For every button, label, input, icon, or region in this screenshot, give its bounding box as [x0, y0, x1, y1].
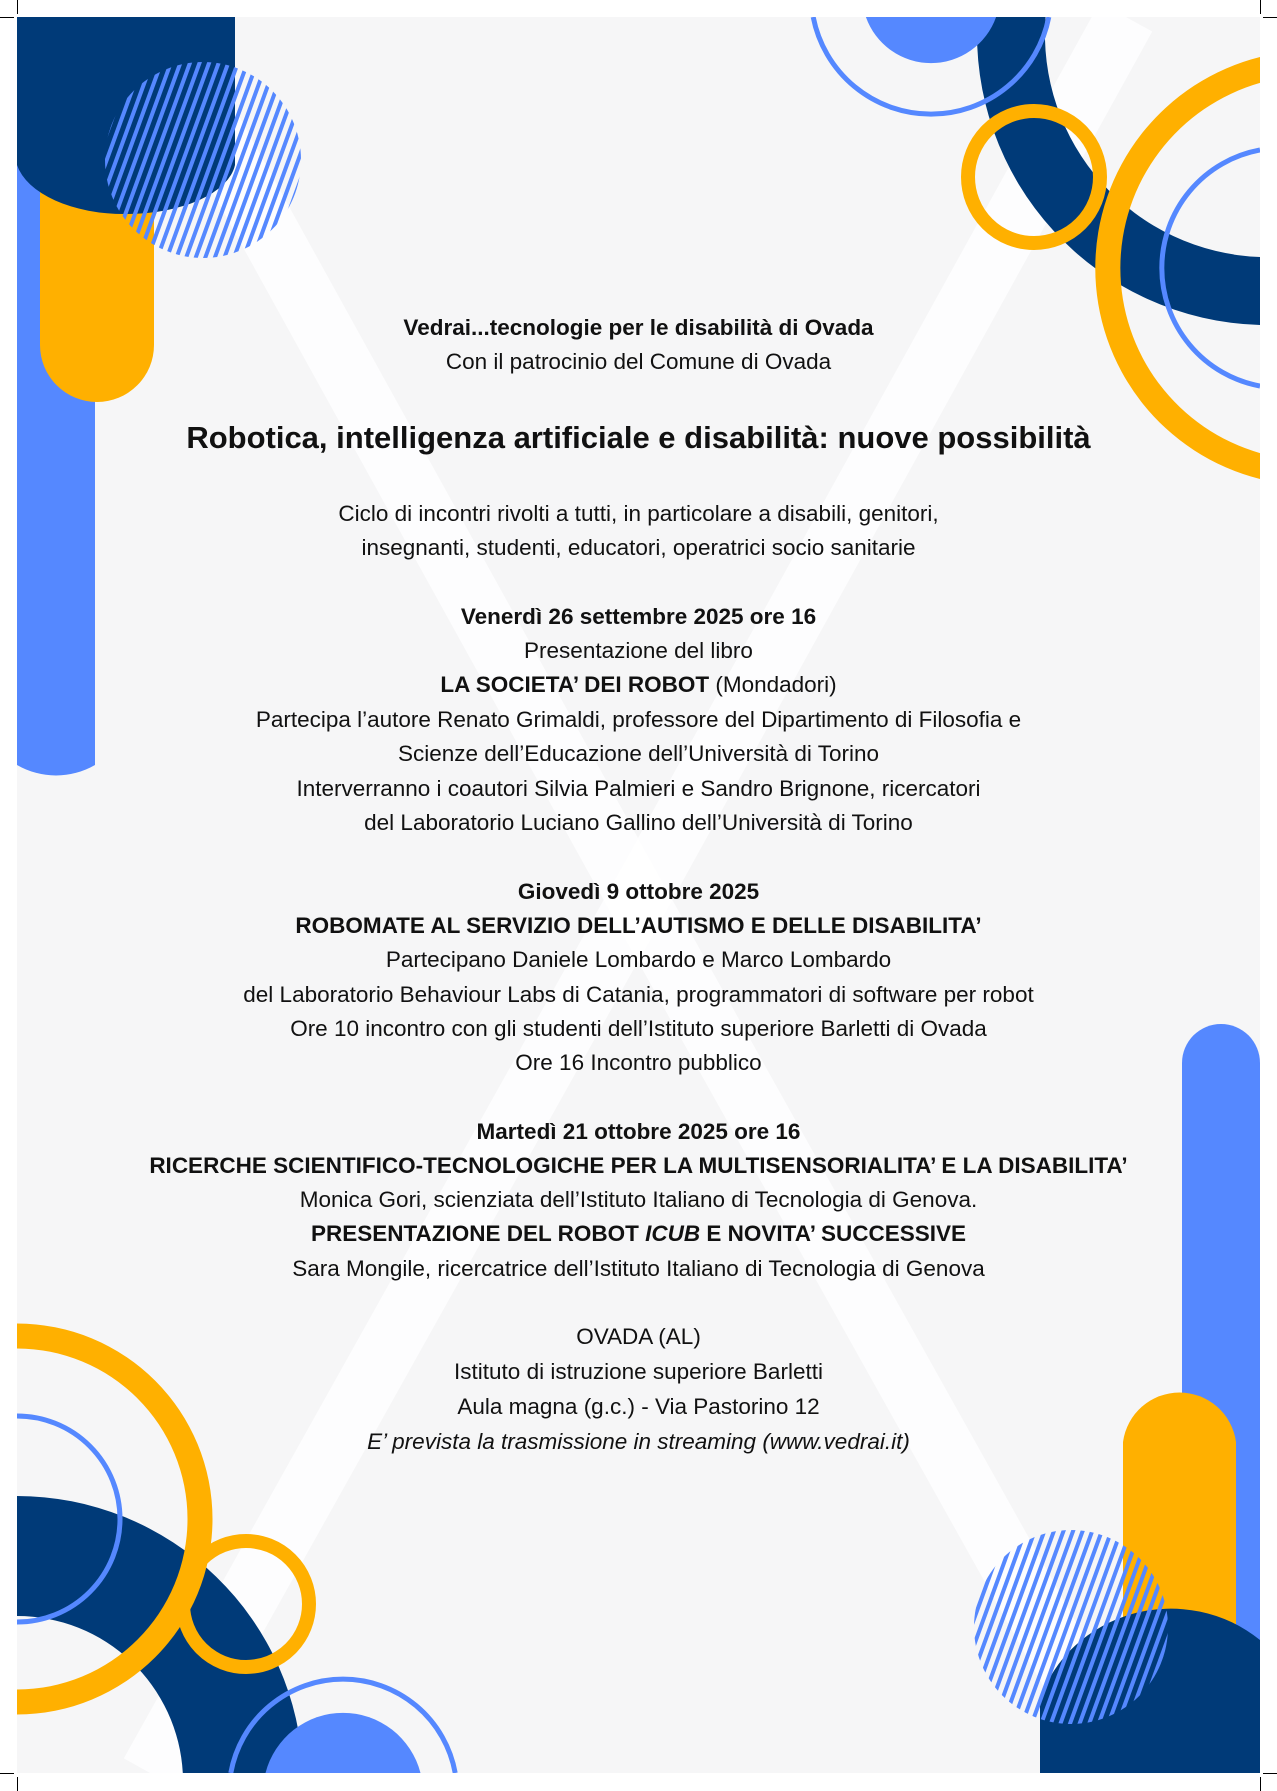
- event-2-date: Giovedì 9 ottobre 2025: [517, 879, 760, 904]
- organizer-heading: Vedrai...tecnologie per le disabilità di Ovada: [403, 315, 874, 340]
- event-3-topic: RICERCHE SCIENTIFICO-TECNOLOGICHE PER LA MULTISENSORIALITA’ E LA DISABILITA’: [149, 1153, 1128, 1178]
- event-1-detail: Scienze dell’Educazione dell’Università di Torino: [397, 741, 880, 766]
- venue-school: Istituto di istruzione superiore Barletti: [454, 1359, 823, 1384]
- intro-line: insegnanti, studenti, educatori, operatrici socio sanitarie: [361, 535, 916, 560]
- blue-circle-shape: [866, 17, 996, 63]
- topic-text: E NOVITA’ SUCCESSIVE: [700, 1221, 967, 1246]
- event-1-date: Venerdì 26 settembre 2025 ore 16: [460, 604, 817, 629]
- striped-circle: [105, 62, 301, 258]
- event-2-detail: Partecipano Daniele Lombardo e Marco Lombardo: [385, 947, 892, 972]
- event-1-detail: Interverranno i coautori Silvia Palmieri e Sandro Brignone, ricercatori: [296, 776, 981, 801]
- event-2-detail: Ore 10 incontro con gli studenti dell’Istituto superiore Barletti di Ovada: [290, 1016, 987, 1041]
- venue-city: OVADA (AL): [576, 1324, 701, 1349]
- venue-room: Aula magna (g.c.) - Via Pastorino 12: [457, 1394, 820, 1419]
- event-1-book: [0, 668, 1277, 702]
- streaming-note: E’ prevista la trasmissione in streaming (www.vedrai.it): [367, 1429, 910, 1454]
- topic-text: PRESENTAZIONE DEL ROBOT: [310, 1221, 646, 1246]
- book-publisher: (Mondadori): [709, 672, 837, 697]
- event-2-detail: del Laboratorio Behaviour Labs di Catania, programmatori di software per robot: [243, 982, 1034, 1007]
- event-3-speaker: Sara Mongile, ricercatrice dell’Istituto Italiano di Tecnologia di Genova: [292, 1256, 985, 1281]
- event-2-topic: ROBOMATE AL SERVIZIO DELL’AUTISMO E DELLE DISABILITA’: [295, 913, 982, 938]
- event-2-detail: Ore 16 Incontro pubblico: [515, 1050, 762, 1075]
- event-3-date: Martedì 21 ottobre 2025 ore 16: [476, 1119, 801, 1144]
- page-title: Robotica, intelligenza artificiale e disabilità: nuove possibilità: [186, 420, 1091, 455]
- event-1-detail: del Laboratorio Luciano Gallino dell’Università di Torino: [364, 810, 913, 835]
- event-3-speaker: Monica Gori, scienziata dell’Istituto Italiano di Tecnologia di Genova.: [299, 1187, 978, 1212]
- robot-name: ICUB: [645, 1221, 701, 1246]
- patronage-text: Con il patrocinio del Comune di Ovada: [445, 349, 832, 374]
- striped-circle: [974, 1530, 1168, 1724]
- event-1-line: Presentazione del libro: [524, 638, 753, 663]
- book-title: LA SOCIETA’ DEI ROBOT: [440, 672, 710, 697]
- event-1-detail: Partecipa l’autore Renato Grimaldi, professore del Dipartimento di Filosofia e: [255, 707, 1022, 732]
- intro-line: Ciclo di incontri rivolti a tutti, in particolare a disabili, genitori,: [338, 501, 939, 526]
- event-3-topic-2: [0, 1217, 1277, 1251]
